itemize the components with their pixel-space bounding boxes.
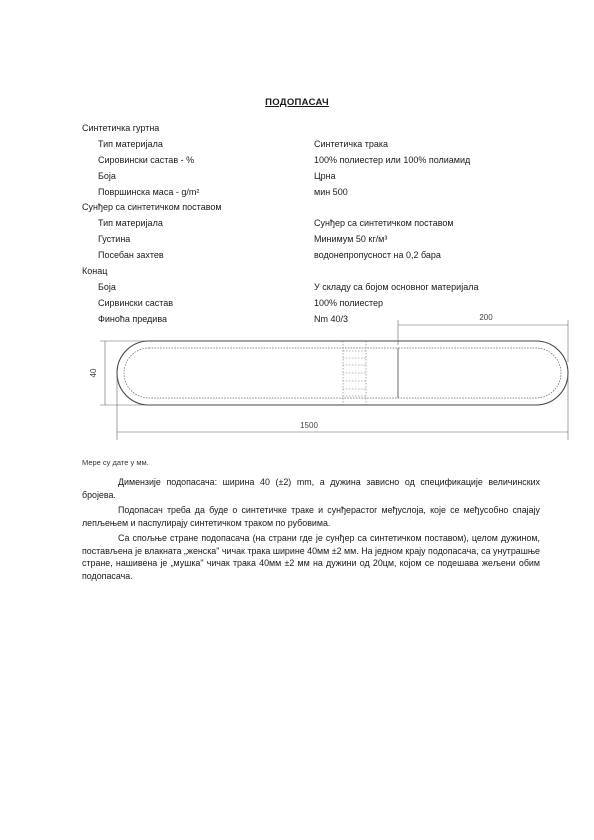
spec-value: 100% полиестер или 100% полиамид xyxy=(314,154,471,165)
stitch-band-rungs xyxy=(343,351,366,396)
spec-label: Конац xyxy=(82,266,108,277)
paragraph-velcro: Са спољње стране подопасача (на страни где је сунђер са синтетичком поставом), целом дужином, постављена је влакната „женска" чичак трака ширине 40мм ±2 мм. На једном крају подопасача, са унутрашње стране, нашивена је „мушка" чичак трака 40мм ±2 мм на дужини од 20цм, којом се подешава жељени обим подопасача. xyxy=(82,533,540,581)
spec-label: Боја xyxy=(98,170,116,181)
spec-value: У складу са бојом основног материјала xyxy=(314,281,479,292)
dim-label-40: 40 xyxy=(89,368,98,378)
spec-value: Сунђер са синтетичком поставом xyxy=(314,218,454,229)
spec-label: Сунђер са синтетичком поставом xyxy=(82,202,222,213)
spec-label: Густина xyxy=(98,234,131,245)
description xyxy=(82,476,540,585)
spec-value: Црна xyxy=(314,170,336,181)
spec-value: Синтетичка трака xyxy=(314,138,388,149)
spec-value: Минимум 50 кг/м³ xyxy=(314,234,388,245)
spec-label: Тип материјала xyxy=(98,218,163,229)
spec-value: 100% полиестер xyxy=(314,297,384,308)
dim-label-1500: 1500 xyxy=(300,421,318,430)
spec-label: Површинска маса - g/m² xyxy=(98,186,200,197)
spec-value: мин 500 xyxy=(314,186,348,197)
spec-label: Тип материјала xyxy=(98,138,163,149)
spec-label: Финоћа предива xyxy=(98,313,168,324)
page-title: ПОДОПАСАЧ xyxy=(265,97,329,108)
spec-label: Синтетичка гуртна xyxy=(82,123,160,133)
spec-label: Сирвински састав xyxy=(98,297,174,308)
spec-value: водонепропусност на 0,2 бара xyxy=(314,250,441,261)
spec-label: Посебан захтев xyxy=(98,250,164,261)
paragraph-dimensions: Димензије подопасача: ширина 40 (±2) mm, а дужина зависно од спецификације величинских бројева. xyxy=(82,477,540,500)
spec-value: Nm 40/3 xyxy=(314,313,349,324)
stitch-line xyxy=(124,348,561,398)
dim-label-200: 200 xyxy=(479,313,493,322)
paragraph-construction: Подопасач треба да буде о синтетичке траке и сунђерастог међуслоја, које се међусобно спајају лепљењем и паспулирају синтетичком траком по рубовима. xyxy=(82,505,540,528)
units-note: Мере су дате у мм. xyxy=(82,458,149,467)
strap-outline xyxy=(117,341,568,405)
dimension-40 xyxy=(100,341,149,405)
spec-label: Сировински састав - % xyxy=(98,154,195,165)
dimension-1500 xyxy=(117,373,568,440)
spec-label: Боја xyxy=(98,281,116,292)
